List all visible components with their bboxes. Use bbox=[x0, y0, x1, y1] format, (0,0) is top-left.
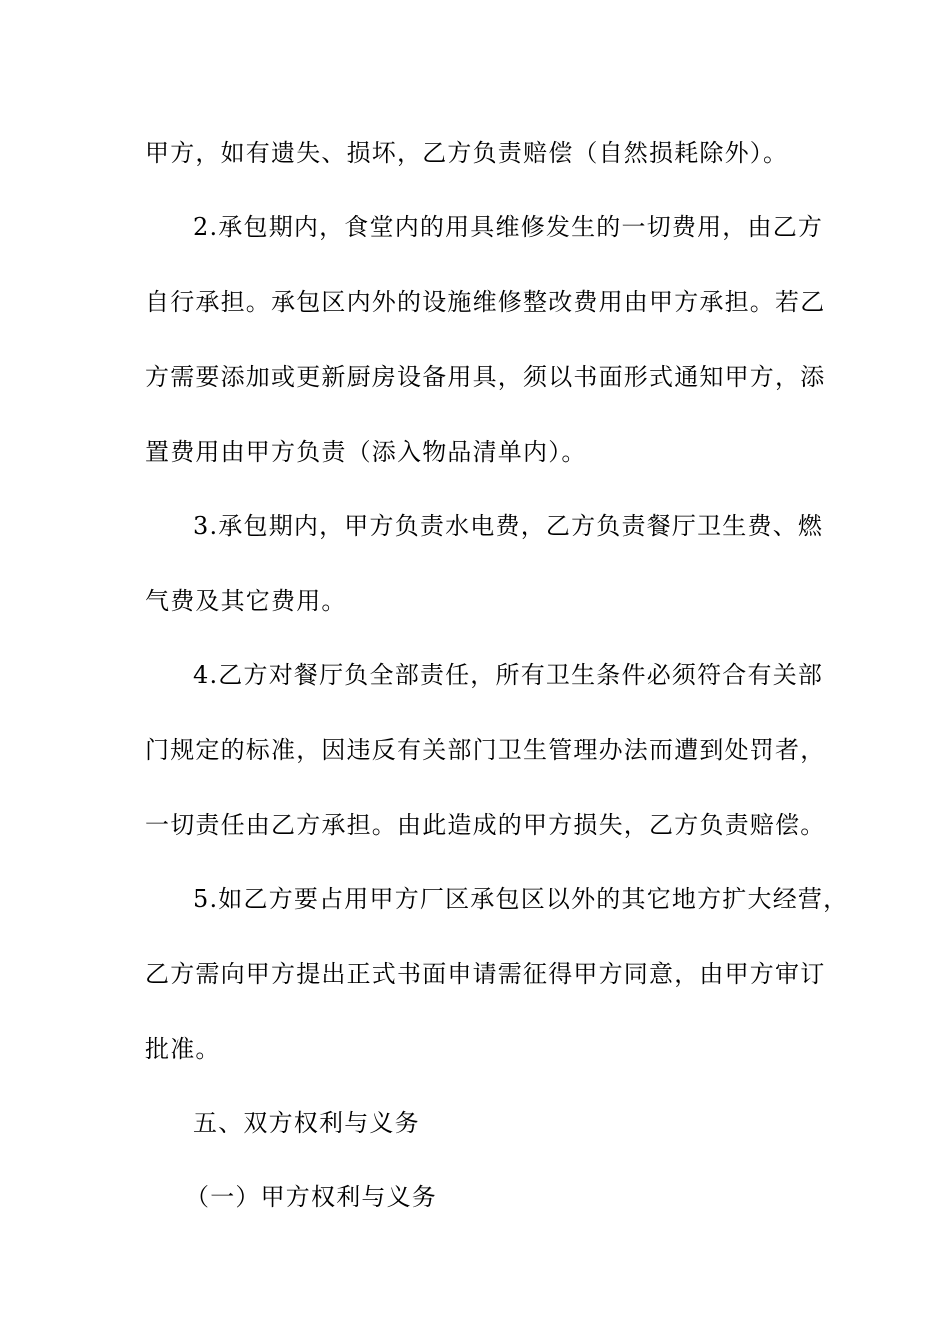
text-line-1: 甲方，如有遗失、损坏，乙方负责赔偿（自然损耗除外）。 bbox=[145, 139, 789, 167]
text-line-3: 自行承担。承包区内外的设施维修整改费用由甲方承担。若乙 bbox=[145, 288, 826, 316]
subsection-heading: （一）甲方权利与义务 bbox=[185, 1183, 437, 1211]
section-heading: 五、双方权利与义务 bbox=[193, 1109, 420, 1137]
text-line-8: 4.乙方对餐厅负全部责任，所有卫生条件必须符合有关部 bbox=[193, 661, 824, 689]
text-line-4: 方需要添加或更新厨房设备用具，须以书面形式通知甲方，添 bbox=[145, 363, 826, 391]
text-line-6: 3.承包期内，甲方负责水电费，乙方负责餐厅卫生费、燃 bbox=[193, 512, 824, 540]
text-line-9: 门规定的标准，因违反有关部门卫生管理办法而遭到处罚者， bbox=[145, 736, 826, 764]
text-line-10: 一切责任由乙方承担。由此造成的甲方损失，乙方负责赔偿。 bbox=[145, 811, 826, 839]
text-line-12: 乙方需向甲方提出正式书面申请需征得甲方同意，由甲方审订 bbox=[145, 960, 826, 988]
text-line-7: 气费及其它费用。 bbox=[145, 587, 347, 615]
text-line-11: 5.如乙方要占用甲方厂区承包区以外的其它地方扩大经营， bbox=[193, 885, 849, 913]
text-line-2: 2.承包期内，食堂内的用具维修发生的一切费用，由乙方 bbox=[193, 213, 824, 241]
text-line-5: 置费用由甲方负责（添入物品清单内）。 bbox=[145, 438, 587, 466]
text-line-13: 批准。 bbox=[145, 1035, 221, 1063]
